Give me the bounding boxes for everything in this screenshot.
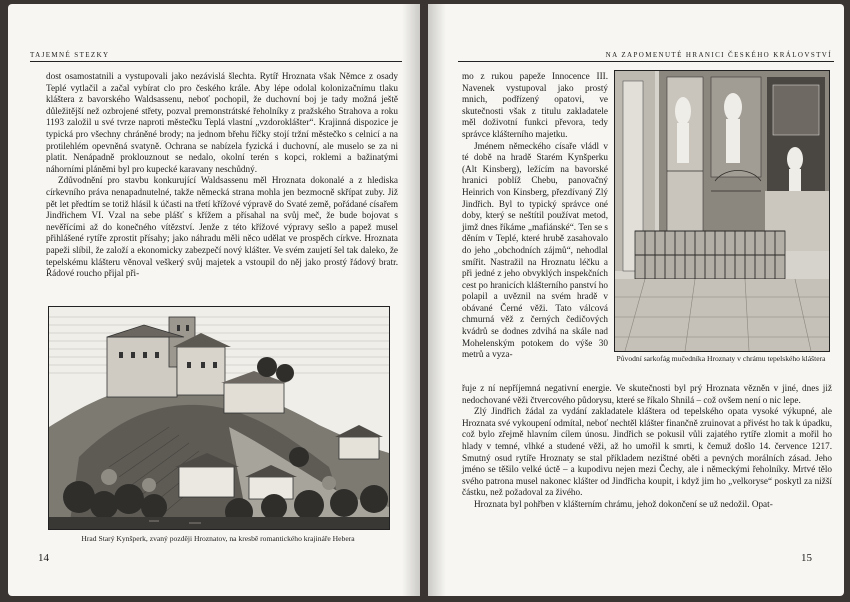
gutter-shadow (402, 4, 420, 596)
body-text (46, 71, 398, 280)
paragraph: Jménem německého císaře vládl v té době na hradě Starém Kynšperku (Alt Kinsberg), ležícím na bavorské hranici poblíž Chebu, panovačný Heinrich von Kinsberg, přezdívaný Zlý Jindřich. Byl to typický správce oné doby, který se neštítil používat metod, jimž dnes říkáme „mafiánské“. Ten se s děním v Teplé, které hrubě zasahovalo do jeho „obchodních zájmů“, nehodlal smířit. Nastražil na Hroznatu léčku a při jedné z jeho obvyklých inspekčních cest po hranicích klášterního panství ho polapil a uvěznil na svém hradě v obávané Černé věži. Tato válcová chmurná věž z černých čedičových kvádrů se dodnes zdvihá na skále nad Mohelenským potokem do výše 30 metrů a vyza- (462, 140, 608, 360)
paragraph: Zdůvodnění pro stavbu konkurující Waldsassenu měl Hroznata dokonalé a z hlediska církevního práva nenapadnutelné, takže německá strana mohla jen bezmocně skřípat zuby. Již pět let předtím se totiž hlásil k účasti na třetí křížové výpravě do Svaté země, pořádané císařem Jindřichem VI. Vzal na sebe plášť s křížem a přísahal na svůj meč, že bude bojovat s nevěřícími až do konečného vítězství. Jenže z této křížové výpravy sešlo a papež musel přihlášené rytíře zprostit přísahy; jako náhradu měli něco udělat ve prospěch církve. Hroznata papeži slíbil, že založí a ekonomicky zabezpečí nový klášter. Ve svém zaujetí šel tak daleko, že tepelskému klášteru věnoval veškerý svůj majetek a vstoupil do něj jako prostý řádový bratr. Řádové roucho přijal při- (46, 175, 398, 279)
header-rule (458, 61, 834, 62)
header-rule (30, 61, 402, 62)
gutter-shadow (428, 4, 446, 596)
running-head: NA ZAPOMENUTÉ HRANICI ČESKÉHO KRÁLOVSTVÍ (605, 51, 832, 59)
paragraph: mo z rukou papeže Innocence III. Navenek vystupoval jako prostý mnich, podřízený opatovi, ve skutečnosti však z titulu zakladatele měl doživotní funkci převora, tedy správce klášterního majetku. (462, 71, 608, 139)
figure-caption: Původní sarkofág mučedníka Hroznaty v chrámu tepelského kláštera (616, 354, 826, 363)
paragraph: Zlý Jindřich žádal za vydání zakladatele kláštera od tepelského opata vysoké výkupné, ale Hroznata své vykoupení odmítal, neboť nechtěl klášter finančně zruinovat a přivést ho tak k úpadku, což bylo zřejmě hlavním cílem únosu. Jindřich se pokusil vůli zajatého rytíře zlomit a mořil ho hlady v temné, vlhké a studené věži, až ho umořil k smrti, k čemuž došlo 14. července 1217. Smutný osud rytíře Hroznaty se stal příkladem nezištné oběti a pevných morálních zásad. Jeho jméno se těšilo velké úctě – a kupodivu nejen mezi Čechy, ale i německými řeholníky. Mrtvé tělo svého patrona musel nakonec klášter od Jindřicha koupit, i když jim ho „velkoryse“ poskytl za nižší částku, než požadoval za živého. (462, 406, 832, 498)
paragraph: řuje z ní nepříjemná negativní energie. Ve skutečnosti byl prý Hroznata vězněn v jiné, dnes již nedochované věži čtvercového půdorysu, které se říkalo Shnilá – což ovšem není o nic lepe. (462, 383, 832, 405)
body-text-column (462, 71, 608, 361)
body-text (462, 383, 832, 511)
sarcophagus-photo (614, 70, 830, 352)
left-page (8, 4, 420, 596)
paragraph: Hroznata byl pohřben v klášterním chrámu, jehož dokončení se už nedožil. Opat- (474, 498, 773, 509)
sarcophagus-photo-illustration (615, 71, 829, 351)
running-head: TAJEMNÉ STEZKY (30, 51, 110, 59)
page-number: 14 (38, 552, 49, 564)
castle-engraving-illustration (49, 307, 389, 529)
page-number: 15 (801, 552, 812, 564)
paragraph: dost osamostatnili a vystupovali jako nezávislá šlechta. Rytíř Hroznata však Němce z osady Teplé vytlačil a začal vybírat clo pro českého krále. Aby lépe odolal kolonizačnímu tlaku kláštera z bavorského Waldsassenu, neboť pochopil, že duchovní boj je tady možná ještě důležitější než ozbrojené střety, pozval premonstrátské řeholníky z pražského Strahova a roku 1193 založil u své tvrze naproti městečku Teplá vlastní „vzdoroklášter“. Krajinná dispozice je typická pro všechny chráněné brody; na jednom břehu říčky stojí tržní městečko s celnicí a na protilehlém opevněná svatyně. Ochrana se nabízela fyzická i duchovní, ale muselo se za ni platit. Nenápadně proklouznout se nedalo, okolní terén s kopci, roklemi a bažinatými náhorními pláněmi byl pro kupecké karavany neschůdný. (46, 71, 398, 174)
right-page (428, 4, 844, 596)
castle-engraving (48, 306, 390, 530)
figure-caption: Hrad Starý Kynšperk, zvaný později Hroznatov, na kresbě romantického krajináře Hebera (81, 534, 355, 543)
